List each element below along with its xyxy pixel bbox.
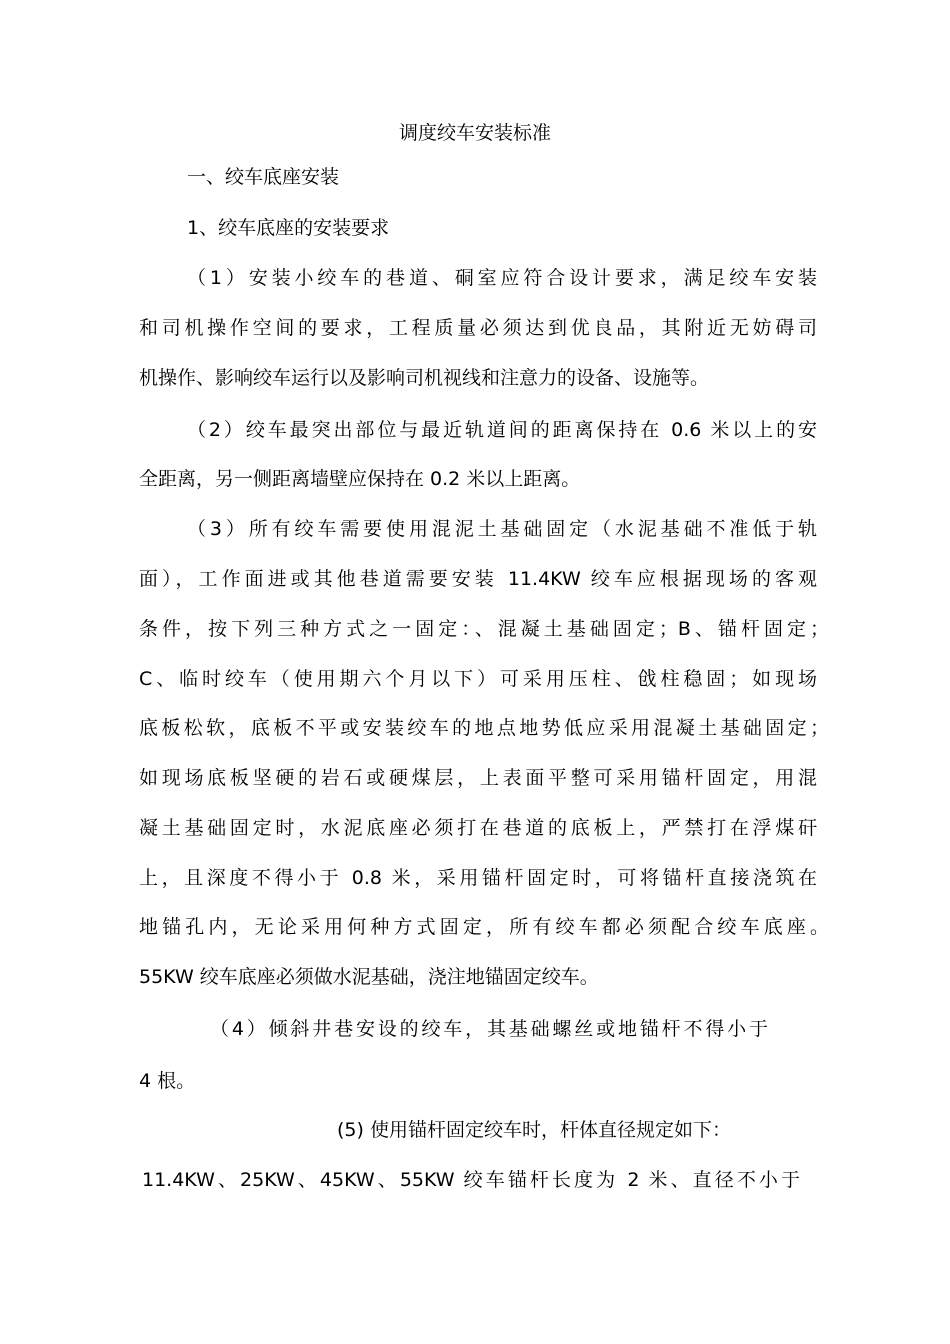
paragraph-line: 如现场底板坚硬的岩石或硬煤层，上表面平整可采用锚杆固定，用混	[139, 767, 817, 789]
paragraph-line: 11.4KW、25KW、45KW、55KW 绞车锚杆长度为 2 米、直径不小于	[142, 1169, 800, 1191]
paragraph-line: （2）绞车最突出部位与最近轨道间的距离保持在 0.6 米以上的安	[187, 419, 817, 441]
paragraph-line: C、临时绞车（使用期六个月以下）可采用压柱、戗柱稳固；如现场	[139, 668, 817, 690]
paragraph-line: 条件，按下列三种方式之一固定：、混凝土基础固定；B、锚杆固定；	[139, 618, 829, 640]
paragraph-line: 和司机操作空间的要求，工程质量必须达到优良品，其附近无妨碍司	[139, 317, 817, 339]
paragraph-line: 55KW 绞车底座必须做水泥基础，浇注地锚固定绞车。	[139, 966, 599, 988]
paragraph-line: （4）倾斜井巷安设的绞车，其基础螺丝或地锚杆不得小于	[210, 1018, 768, 1040]
paragraph-line: 地锚孔内，无论采用何种方式固定，所有绞车都必须配合绞车底座。	[139, 916, 829, 938]
paragraph-line: 底板松软，底板不平或安装绞车的地点地势低应采用混凝土基础固定；	[139, 717, 829, 739]
paragraph-line: 机操作、影响绞车运行以及影响司机视线和注意力的设备、设施等。	[139, 367, 710, 389]
paragraph-line: 上，且深度不得小于 0.8 米，采用锚杆固定时，可将锚杆直接浇筑在	[139, 867, 817, 889]
paragraph-line: （3）所有绞车需要使用混泥土基础固定（水泥基础不准低于轨	[187, 518, 817, 540]
paragraph-line: （1）安装小绞车的巷道、硐室应符合设计要求，满足绞车安装	[187, 267, 817, 289]
paragraph-line: 面），工作面进或其他巷道需要安装 11.4KW 绞车应根据现场的客观	[139, 568, 817, 590]
paragraph-line: 4 根。	[139, 1070, 196, 1092]
paragraph-line: 凝土基础固定时，水泥底座必须打在巷道的底板上，严禁打在浮煤矸	[139, 817, 817, 839]
subsection-heading: 1、绞车底座的安装要求	[187, 217, 390, 239]
paragraph-line: 全距离，另一侧距离墙壁应保持在 0.2 米以上距离。	[139, 468, 581, 490]
paragraph-line: (5) 使用锚杆固定绞车时，杆体直径规定如下：	[337, 1119, 731, 1141]
document-title: 调度绞车安装标准	[398, 122, 551, 144]
section-heading: 一、绞车底座安装	[187, 166, 340, 188]
